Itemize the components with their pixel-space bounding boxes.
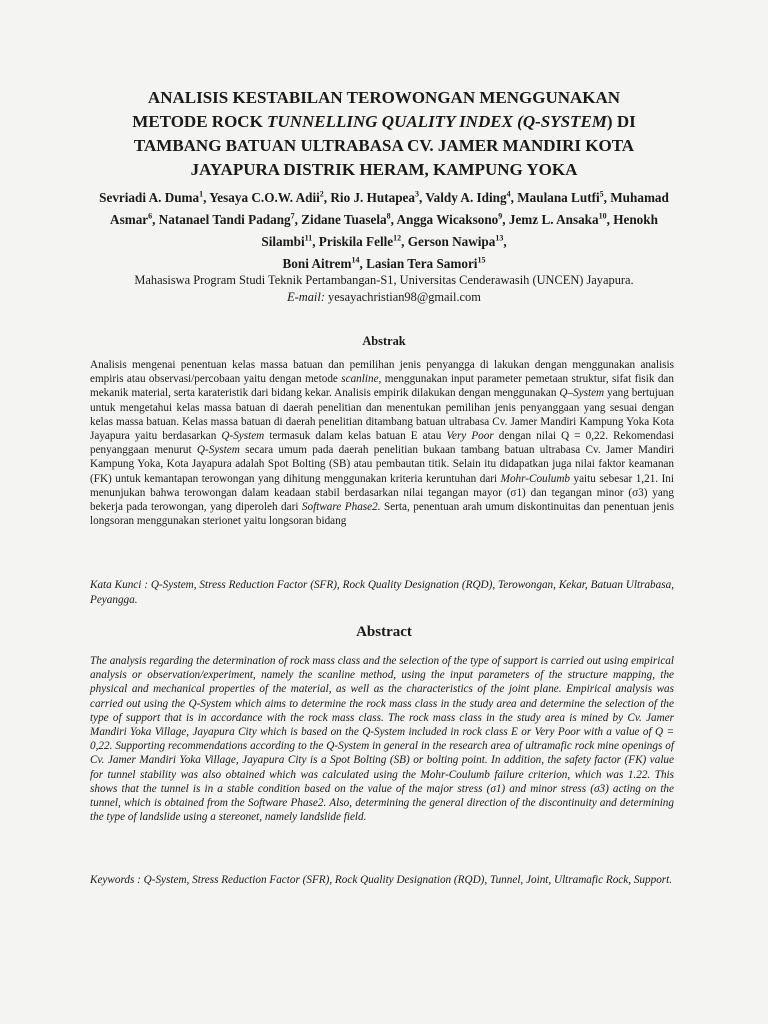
email-address: yesayachristian98@gmail.com	[324, 290, 481, 304]
title-line-2-italic: TUNNELLING QUALITY INDEX (Q-SYSTEM	[267, 112, 607, 131]
author: Jemz L. Ansaka$^{10}$	[508, 211, 607, 227]
affiliation: Mahasiswa Program Studi Teknik Pertambangan-S1, Universitas Cenderawasih (UNCEN) Jayapura.	[134, 273, 634, 287]
author: Maulana Lutfi$^5$	[517, 189, 604, 205]
author: Muhamad Asmar$^6$	[110, 190, 669, 227]
abstract-body: The analysis regarding the determination of rock mass class and the selection of the type of support is carried out using empirical analysis or observation/experiment, namely the scanline method, using the input parameters of the structure mapping, the physical and mechanical properties of the material, as well as the characteristics of the joint plane. Empirical analysis was carried out using the Q-System which aims to determine the rock mass class in the study area and determine the selection of the type of support that is in accordance with the rock mass class. The rock mass class in the study area is mined by Cv. Jamer Mandiri Yoka Village, Jayapura City which is based on the Q-System included in rock class E or Very Poor with a value of Q = 0,22. Supporting recommendations according to the Q-System in general in the research area of ultramafic rock mine openings of Cv. Jamer Mandiri Yoka Village, Jayapura City is a Spot Bolting (SB) or bolting point. In addition, the safety factor (FK) value for tunnel stability was also obtained which was calculated using the Mohr-Coulumb failure criterion, which was 1.22. This shows that the tunnel is in a stable condition based on the value of the major stress (σ1) and minor stress (σ3) acting on the tunnel, which is obtained from the Software Phase2. Also, determining the general direction of the discontinuity and determining the type of landslide using a stereonet, namely landslide field.	[90, 655, 674, 824]
title-line-1: ANALISIS KESTABILAN TEROWONGAN MENGGUNAKAN	[147, 88, 621, 107]
author: Sevriadi A. Duma$^1$	[99, 189, 204, 205]
title-line-2-post: ) DI	[606, 112, 636, 131]
keywords: Keywords : Q-System, Stress Reduction Factor (SFR), Rock Quality Designation (RQD), Tunnel, Joint, Ultramafic Rock, Support.	[90, 874, 673, 886]
author: Boni Aitrem$^{14}$	[282, 255, 360, 271]
author: Priskila Felle$^{12}$	[318, 233, 402, 249]
author: Lasian Tera Samori$^{15}$	[366, 255, 486, 271]
abstrak-body: Analisis mengenai penentuan kelas massa batuan dan pemilihan jenis penyangga di lakukan dengan menggunakan analisis empiris atau observasi/percobaan yaitu dengan metode scanline, menggunakan input parameter pemetaan struktur, sifat fisik dan mekanik material, serta karateristik dari bidang kekar. Analisis empirik dilakukan dengan menggunakan Q–System yang bertujuan untuk mengetahui kelas massa batuan di daerah penelitian dan menentukan pemilihan jenis penyanggaan yang sesuai dengan kelas massa batuan. Kelas massa batuan di daerah penelitian ditambang batuan ultrabasa Cv. Jamer Mandiri Kampung Yoka Kota Jayapura yaitu berdasarkan Q-System termasuk dalam kelas batuan E atau Very Poor dengan nilai Q = 0,22. Rekomendasi penyanggaan menurut Q-System secara umum pada daerah penelitian bukaan tambang batuan ultrabasa Cv. Jamer Mandiri Kampung Yoka, Kota Jayapura adalah Spot Bolting (SB) atau pembautan titik. Selain itu didapatkan juga nilai faktor keamanan (FK) untuk kemantapan terowongan yang dihitung menggunakan kriteria keruntuhan dari Mohr-Coulumb yaitu sebesar 1,21. Ini menunjukan bahwa terowongan dalam keadaan stabil berdasarkan nilai tegangan mayor (σ1) dan tegangan minor (σ3) yang bekerja pada terowongan, yang diperoleh dari Software Phase2. Serta, penentuan arah umum diskontinuitas dan penentuan jenis longsoran menggunakan sterionet yaitu longsoran bidang	[90, 359, 674, 528]
title-line-2	[110, 110, 658, 134]
author-list: Sevriadi A. Duma$^1$, Yesaya C.O.W. Adii$^2$, Rio J. Hutapea$^3$, Valdy A. Iding$^4$, Maulana Lutfi$^5$, Muhamad Asmar$^6$, Natanael Tandi Padang$^7$, Zidane Tuasela$^8$, Angga Wicaksono$^9$, Jemz L. Ansaka$^{10}$, Henokh Silambi$^{11}$, Priskila Felle$^{12}$, Gerson Nawipa$^{13}$, Boni Aitrem$^{14}$, Lasian Tera Samori$^{15}$	[99, 189, 669, 271]
author: Angga Wicaksono$^9$	[396, 211, 503, 227]
abstract-heading: Abstract	[356, 624, 412, 640]
title-line-3: TAMBANG BATUAN ULTRABASA CV. JAMER MANDIRI KOTA	[133, 136, 635, 155]
author: Valdy A. Iding$^4$	[425, 189, 511, 205]
author: Yesaya C.O.W. Adii$^2$	[209, 189, 324, 205]
paper-title	[110, 86, 658, 182]
email-line	[90, 289, 678, 306]
kata-kunci: Kata Kunci : Q-System, Stress Reduction Factor (SFR), Rock Quality Designation (RQD), Terowongan, Kekar, Batuan Ultrabasa, Peyangga.	[90, 579, 674, 606]
affiliation-block	[90, 272, 678, 306]
author: Rio J. Hutapea$^3$	[330, 189, 419, 205]
author: Henokh Silambi$^{11}$	[261, 212, 658, 249]
title-line-4: JAYAPURA DISTRIK HERAM, KAMPUNG YOKA	[190, 160, 578, 179]
email-label: E-mail:	[287, 290, 325, 304]
author: Gerson Nawipa$^{13}$	[407, 233, 504, 249]
author: Natanael Tandi Padang$^7$	[158, 211, 295, 227]
author: Zidane Tuasela$^8$	[301, 211, 391, 227]
title-line-2-pre: METODE ROCK	[132, 112, 268, 131]
abstrak-heading: Abstrak	[362, 334, 406, 348]
